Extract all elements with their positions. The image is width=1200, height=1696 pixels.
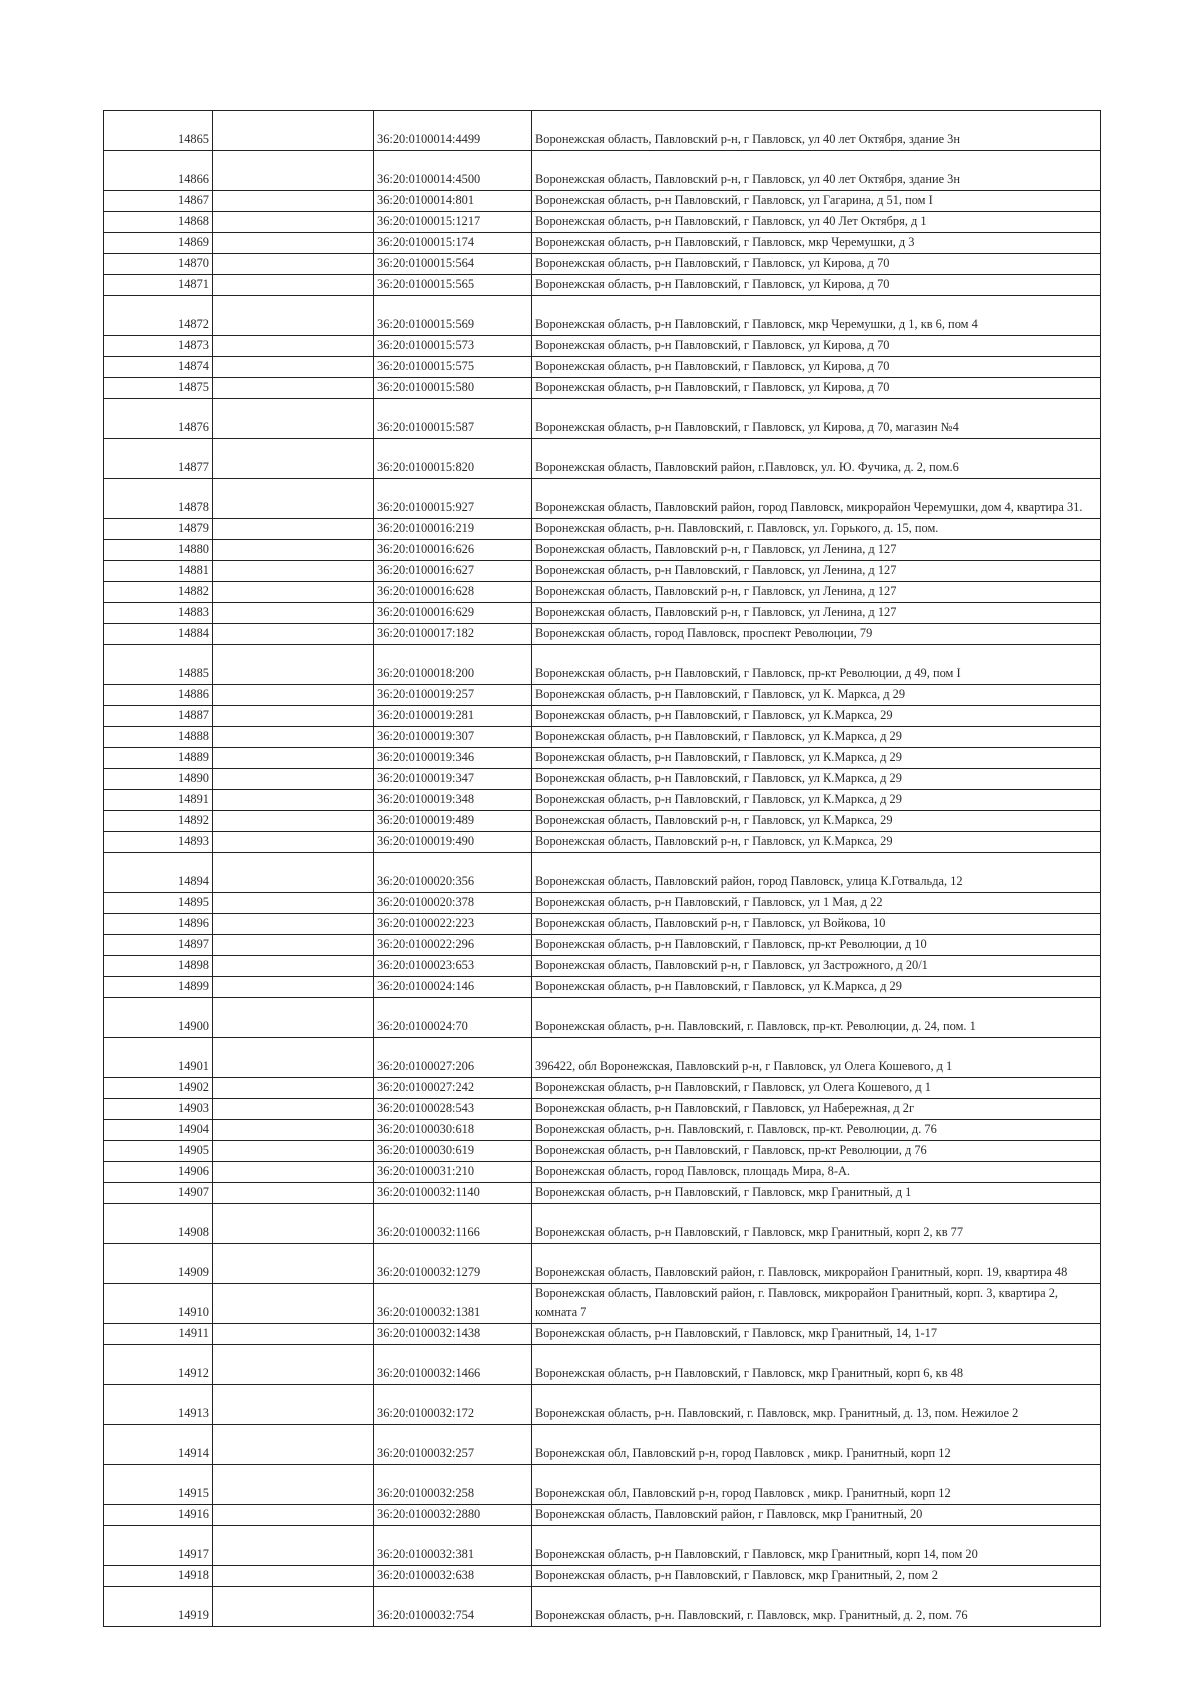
row-empty-cell (213, 914, 374, 935)
address-text: Воронежская область, р-н Павловский, г Павловск, пр-кт Революции, д 49, пом I (532, 645, 1101, 685)
row-empty-cell (213, 111, 374, 151)
table-row (104, 1526, 1101, 1566)
row-empty-cell (213, 1099, 374, 1120)
table-row (104, 1120, 1101, 1141)
cadastral-number: 36:20:0100032:1438 (374, 1324, 532, 1345)
table-row (104, 582, 1101, 603)
row-empty-cell (213, 212, 374, 233)
address-text: Воронежская область, р-н Павловский, г Павловск, мкр Гранитный, корп 14, пом 20 (532, 1526, 1101, 1566)
row-number: 14907 (104, 1183, 213, 1204)
table-row (104, 212, 1101, 233)
table-row (104, 1284, 1101, 1324)
address-text: Воронежская область, Павловский район, г. Павловск, микрорайон Гранитный, корп. 3, квартира 2, комната 7 (532, 1284, 1101, 1324)
row-empty-cell (213, 1425, 374, 1465)
row-number: 14898 (104, 956, 213, 977)
address-text: Воронежская обл, Павловский р-н, город Павловск , микр. Гранитный, корп 12 (532, 1425, 1101, 1465)
address-text: Воронежская область, р-н Павловский, г Павловск, ул Кирова, д 70 (532, 357, 1101, 378)
row-empty-cell (213, 645, 374, 685)
address-text: Воронежская область, р-н Павловский, г Павловск, пр-кт Революции, д 76 (532, 1141, 1101, 1162)
row-number: 14869 (104, 233, 213, 254)
table-row (104, 998, 1101, 1038)
table-row (104, 748, 1101, 769)
row-number: 14919 (104, 1587, 213, 1627)
cadastral-number: 36:20:0100019:347 (374, 769, 532, 790)
table-row (104, 233, 1101, 254)
cadastral-number: 36:20:0100019:490 (374, 832, 532, 853)
row-number: 14904 (104, 1120, 213, 1141)
row-number: 14878 (104, 479, 213, 519)
row-empty-cell (213, 811, 374, 832)
address-text: Воронежская область, р-н Павловский, г Павловск, ул К.Маркса, 29 (532, 706, 1101, 727)
row-empty-cell (213, 1120, 374, 1141)
table-row (104, 645, 1101, 685)
row-number: 14906 (104, 1162, 213, 1183)
cadastral-number: 36:20:0100015:565 (374, 275, 532, 296)
address-text: Воронежская область, р-н Павловский, г Павловск, ул К. Маркса, д 29 (532, 685, 1101, 706)
cadastral-number: 36:20:0100014:801 (374, 191, 532, 212)
row-empty-cell (213, 853, 374, 893)
row-number: 14890 (104, 769, 213, 790)
table-row (104, 357, 1101, 378)
table-row (104, 977, 1101, 998)
address-text: Воронежская область, р-н Павловский, г Павловск, ул К.Маркса, д 29 (532, 769, 1101, 790)
cadastral-number: 36:20:0100032:638 (374, 1566, 532, 1587)
cadastral-number: 36:20:0100020:378 (374, 893, 532, 914)
row-empty-cell (213, 1183, 374, 1204)
table-row (104, 519, 1101, 540)
row-number: 14881 (104, 561, 213, 582)
cadastral-number: 36:20:0100016:628 (374, 582, 532, 603)
registry-table (103, 110, 1101, 1627)
address-text: Воронежская область, р-н Павловский, г Павловск, ул Кирова, д 70 (532, 275, 1101, 296)
address-text: Воронежская область, р-н Павловский, г Павловск, ул К.Маркса, д 29 (532, 727, 1101, 748)
row-empty-cell (213, 357, 374, 378)
table-row (104, 706, 1101, 727)
address-text: Воронежская область, р-н Павловский, г Павловск, мкр Гранитный, 2, пом 2 (532, 1566, 1101, 1587)
cadastral-number: 36:20:0100032:1381 (374, 1284, 532, 1324)
table-row (104, 603, 1101, 624)
cadastral-number: 36:20:0100015:580 (374, 378, 532, 399)
row-empty-cell (213, 519, 374, 540)
address-text: Воронежская область, р-н Павловский, г Павловск, мкр Гранитный, д 1 (532, 1183, 1101, 1204)
address-text: Воронежская область, Павловский р-н, г Павловск, ул Ленина, д 127 (532, 582, 1101, 603)
row-number: 14865 (104, 111, 213, 151)
table-row (104, 399, 1101, 439)
row-empty-cell (213, 233, 374, 254)
row-number: 14916 (104, 1505, 213, 1526)
address-text: Воронежская область, Павловский р-н, г Павловск, ул 40 лет Октября, здание 3н (532, 151, 1101, 191)
row-number: 14911 (104, 1324, 213, 1345)
row-empty-cell (213, 1526, 374, 1566)
table-row (104, 769, 1101, 790)
address-text: Воронежская область, р-н Павловский, г Павловск, ул Ленина, д 127 (532, 561, 1101, 582)
row-number: 14867 (104, 191, 213, 212)
row-number: 14870 (104, 254, 213, 275)
table-row (104, 1204, 1101, 1244)
row-number: 14905 (104, 1141, 213, 1162)
table-row (104, 727, 1101, 748)
cadastral-number: 36:20:0100019:348 (374, 790, 532, 811)
cadastral-number: 36:20:0100024:70 (374, 998, 532, 1038)
row-empty-cell (213, 748, 374, 769)
table-row (104, 1385, 1101, 1425)
row-empty-cell (213, 540, 374, 561)
address-text: Воронежская область, р-н Павловский, г Павловск, пр-кт Революции, д 10 (532, 935, 1101, 956)
row-empty-cell (213, 935, 374, 956)
cadastral-number: 36:20:0100016:627 (374, 561, 532, 582)
row-empty-cell (213, 832, 374, 853)
row-empty-cell (213, 582, 374, 603)
cadastral-number: 36:20:0100015:575 (374, 357, 532, 378)
table-row (104, 914, 1101, 935)
address-text: Воронежская область, р-н. Павловский, г. Павловск, мкр. Гранитный, д. 13, пом. Нежилое 2 (532, 1385, 1101, 1425)
row-empty-cell (213, 1324, 374, 1345)
row-empty-cell (213, 561, 374, 582)
row-number: 14909 (104, 1244, 213, 1284)
address-text: Воронежская область, р-н Павловский, г Павловск, ул Кирова, д 70, магазин №4 (532, 399, 1101, 439)
row-number: 14883 (104, 603, 213, 624)
address-text: Воронежская область, Павловский р-н, г Павловск, ул Ленина, д 127 (532, 540, 1101, 561)
row-number: 14889 (104, 748, 213, 769)
row-number: 14913 (104, 1385, 213, 1425)
table-row (104, 1566, 1101, 1587)
address-text: Воронежская область, р-н Павловский, г Павловск, мкр Гранитный, корп 2, кв 77 (532, 1204, 1101, 1244)
address-text: Воронежская область, р-н. Павловский, г. Павловск, пр-кт. Революции, д. 76 (532, 1120, 1101, 1141)
row-empty-cell (213, 1385, 374, 1425)
row-number: 14874 (104, 357, 213, 378)
cadastral-number: 36:20:0100017:182 (374, 624, 532, 645)
row-number: 14893 (104, 832, 213, 853)
row-number: 14912 (104, 1345, 213, 1385)
row-number: 14888 (104, 727, 213, 748)
row-empty-cell (213, 1204, 374, 1244)
cadastral-number: 36:20:0100032:1279 (374, 1244, 532, 1284)
address-text: Воронежская область, Павловский р-н, г Павловск, ул Застрожного, д 20/1 (532, 956, 1101, 977)
address-text: Воронежская область, Павловский р-н, г Павловск, ул К.Маркса, 29 (532, 832, 1101, 853)
table-row (104, 1183, 1101, 1204)
row-empty-cell (213, 1078, 374, 1099)
row-empty-cell (213, 977, 374, 998)
row-empty-cell (213, 1038, 374, 1078)
cadastral-number: 36:20:0100015:564 (374, 254, 532, 275)
cadastral-number: 36:20:0100031:210 (374, 1162, 532, 1183)
address-text: Воронежская область, р-н. Павловский, г. Павловск, ул. Горького, д. 15, пом. (532, 519, 1101, 540)
row-empty-cell (213, 727, 374, 748)
address-text: Воронежская область, Павловский р-н, г Павловск, ул Ленина, д 127 (532, 603, 1101, 624)
cadastral-number: 36:20:0100015:569 (374, 296, 532, 336)
cadastral-number: 36:20:0100032:1140 (374, 1183, 532, 1204)
address-text: Воронежская область, р-н Павловский, г Павловск, ул Гагарина, д 51, пом I (532, 191, 1101, 212)
row-number: 14914 (104, 1425, 213, 1465)
cadastral-number: 36:20:0100015:927 (374, 479, 532, 519)
table-row (104, 439, 1101, 479)
row-empty-cell (213, 191, 374, 212)
cadastral-number: 36:20:0100032:1166 (374, 1204, 532, 1244)
address-text: Воронежская область, Павловский район, город Павловск, микрорайон Черемушки, дом 4, квартира 31. (532, 479, 1101, 519)
table-row (104, 1141, 1101, 1162)
table-row (104, 1465, 1101, 1505)
address-text: Воронежская область, р-н. Павловский, г. Павловск, пр-кт. Революции, д. 24, пом. 1 (532, 998, 1101, 1038)
cadastral-number: 36:20:0100014:4499 (374, 111, 532, 151)
address-text: Воронежская область, город Павловск, проспект Революции, 79 (532, 624, 1101, 645)
row-number: 14915 (104, 1465, 213, 1505)
table-row (104, 275, 1101, 296)
address-text: Воронежская область, Павловский район, г. Павловск, микрорайон Гранитный, корп. 19, квартира 48 (532, 1244, 1101, 1284)
cadastral-number: 36:20:0100027:206 (374, 1038, 532, 1078)
cadastral-number: 36:20:0100016:626 (374, 540, 532, 561)
row-empty-cell (213, 336, 374, 357)
row-empty-cell (213, 1244, 374, 1284)
row-empty-cell (213, 769, 374, 790)
row-empty-cell (213, 790, 374, 811)
table-row (104, 191, 1101, 212)
address-text: Воронежская обл, Павловский р-н, город Павловск , микр. Гранитный, корп 12 (532, 1465, 1101, 1505)
cadastral-number: 36:20:0100019:257 (374, 685, 532, 706)
row-number: 14896 (104, 914, 213, 935)
row-empty-cell (213, 378, 374, 399)
cadastral-number: 36:20:0100022:223 (374, 914, 532, 935)
cadastral-number: 36:20:0100016:219 (374, 519, 532, 540)
row-number: 14880 (104, 540, 213, 561)
cadastral-number: 36:20:0100016:629 (374, 603, 532, 624)
row-number: 14885 (104, 645, 213, 685)
cadastral-number: 36:20:0100015:174 (374, 233, 532, 254)
table-row (104, 1587, 1101, 1627)
address-text: Воронежская область, Павловский район, г Павловск, мкр Гранитный, 20 (532, 1505, 1101, 1526)
row-empty-cell (213, 1566, 374, 1587)
table-row (104, 254, 1101, 275)
row-number: 14876 (104, 399, 213, 439)
row-number: 14884 (104, 624, 213, 645)
cadastral-number: 36:20:0100030:618 (374, 1120, 532, 1141)
cadastral-number: 36:20:0100019:489 (374, 811, 532, 832)
row-number: 14900 (104, 998, 213, 1038)
row-number: 14868 (104, 212, 213, 233)
row-empty-cell (213, 254, 374, 275)
row-number: 14886 (104, 685, 213, 706)
row-number: 14873 (104, 336, 213, 357)
row-number: 14902 (104, 1078, 213, 1099)
cadastral-number: 36:20:0100027:242 (374, 1078, 532, 1099)
row-empty-cell (213, 685, 374, 706)
row-empty-cell (213, 1162, 374, 1183)
row-empty-cell (213, 1505, 374, 1526)
table-row (104, 1162, 1101, 1183)
address-text: Воронежская область, Павловский район, г.Павловск, ул. Ю. Фучика, д. 2, пом.6 (532, 439, 1101, 479)
row-number: 14866 (104, 151, 213, 191)
row-number: 14891 (104, 790, 213, 811)
address-text: Воронежская область, город Павловск, площадь Мира, 8-А. (532, 1162, 1101, 1183)
row-empty-cell (213, 1284, 374, 1324)
row-empty-cell (213, 1345, 374, 1385)
cadastral-number: 36:20:0100024:146 (374, 977, 532, 998)
cadastral-number: 36:20:0100032:257 (374, 1425, 532, 1465)
row-number: 14871 (104, 275, 213, 296)
address-text: Воронежская область, р-н Павловский, г Павловск, ул Кирова, д 70 (532, 254, 1101, 275)
row-empty-cell (213, 275, 374, 296)
table-row (104, 935, 1101, 956)
table-row (104, 893, 1101, 914)
table-row (104, 790, 1101, 811)
row-empty-cell (213, 1465, 374, 1505)
row-number: 14917 (104, 1526, 213, 1566)
table-row (104, 151, 1101, 191)
row-number: 14918 (104, 1566, 213, 1587)
row-number: 14899 (104, 977, 213, 998)
address-text: Воронежская область, Павловский р-н, г Павловск, ул 40 лет Октября, здание 3н (532, 111, 1101, 151)
row-empty-cell (213, 956, 374, 977)
address-text: Воронежская область, р-н Павловский, г Павловск, мкр Гранитный, 14, 1-17 (532, 1324, 1101, 1345)
address-text: Воронежская область, р-н Павловский, г Павловск, ул 40 Лет Октября, д 1 (532, 212, 1101, 233)
row-number: 14895 (104, 893, 213, 914)
table-row (104, 1324, 1101, 1345)
table-row (104, 853, 1101, 893)
cadastral-number: 36:20:0100032:381 (374, 1526, 532, 1566)
table-row (104, 1425, 1101, 1465)
row-number: 14879 (104, 519, 213, 540)
cadastral-number: 36:20:0100032:258 (374, 1465, 532, 1505)
cadastral-number: 36:20:0100032:1466 (374, 1345, 532, 1385)
cadastral-number: 36:20:0100015:587 (374, 399, 532, 439)
table-row (104, 1244, 1101, 1284)
table-row (104, 336, 1101, 357)
table-row (104, 1078, 1101, 1099)
table-row (104, 561, 1101, 582)
cadastral-number: 36:20:0100015:820 (374, 439, 532, 479)
row-number: 14892 (104, 811, 213, 832)
cadastral-number: 36:20:0100023:653 (374, 956, 532, 977)
address-text: 396422, обл Воронежская, Павловский р-н, г Павловск, ул Олега Кошевого, д 1 (532, 1038, 1101, 1078)
cadastral-number: 36:20:0100020:356 (374, 853, 532, 893)
address-text: Воронежская область, р-н Павловский, г Павловск, ул Кирова, д 70 (532, 378, 1101, 399)
address-text: Воронежская область, р-н Павловский, г Павловск, мкр Гранитный, корп 6, кв 48 (532, 1345, 1101, 1385)
address-text: Воронежская область, р-н Павловский, г Павловск, ул 1 Мая, д 22 (532, 893, 1101, 914)
address-text: Воронежская область, р-н Павловский, г Павловск, ул К.Маркса, д 29 (532, 748, 1101, 769)
row-number: 14901 (104, 1038, 213, 1078)
row-empty-cell (213, 998, 374, 1038)
address-text: Воронежская область, р-н Павловский, г Павловск, ул Кирова, д 70 (532, 336, 1101, 357)
address-text: Воронежская область, р-н Павловский, г Павловск, ул Олега Кошевого, д 1 (532, 1078, 1101, 1099)
table-row (104, 811, 1101, 832)
address-text: Воронежская область, Павловский р-н, г Павловск, ул Войкова, 10 (532, 914, 1101, 935)
row-empty-cell (213, 706, 374, 727)
address-text: Воронежская область, р-н Павловский, г Павловск, мкр Черемушки, д 3 (532, 233, 1101, 254)
row-empty-cell (213, 399, 374, 439)
row-empty-cell (213, 624, 374, 645)
row-number: 14882 (104, 582, 213, 603)
table-row (104, 1099, 1101, 1120)
cadastral-number: 36:20:0100014:4500 (374, 151, 532, 191)
cadastral-number: 36:20:0100018:200 (374, 645, 532, 685)
cadastral-number: 36:20:0100032:172 (374, 1385, 532, 1425)
row-number: 14908 (104, 1204, 213, 1244)
cadastral-number: 36:20:0100015:1217 (374, 212, 532, 233)
cadastral-number: 36:20:0100028:543 (374, 1099, 532, 1120)
table-row (104, 624, 1101, 645)
address-text: Воронежская область, р-н Павловский, г Павловск, ул К.Маркса, д 29 (532, 977, 1101, 998)
row-empty-cell (213, 1141, 374, 1162)
table-row (104, 1038, 1101, 1078)
row-number: 14894 (104, 853, 213, 893)
row-empty-cell (213, 151, 374, 191)
cadastral-number: 36:20:0100019:307 (374, 727, 532, 748)
address-text: Воронежская область, р-н Павловский, г Павловск, ул Набережная, д 2г (532, 1099, 1101, 1120)
row-empty-cell (213, 439, 374, 479)
row-number: 14887 (104, 706, 213, 727)
table-row (104, 685, 1101, 706)
row-empty-cell (213, 479, 374, 519)
row-number: 14875 (104, 378, 213, 399)
table-row (104, 111, 1101, 151)
row-empty-cell (213, 603, 374, 624)
table-row (104, 296, 1101, 336)
table-row (104, 1345, 1101, 1385)
cadastral-number: 36:20:0100030:619 (374, 1141, 532, 1162)
cadastral-number: 36:20:0100032:2880 (374, 1505, 532, 1526)
registry-table-body (104, 111, 1101, 1627)
table-row (104, 378, 1101, 399)
table-row (104, 540, 1101, 561)
address-text: Воронежская область, р-н Павловский, г Павловск, ул К.Маркса, д 29 (532, 790, 1101, 811)
address-text: Воронежская область, Павловский р-н, г Павловск, ул К.Маркса, 29 (532, 811, 1101, 832)
row-number: 14872 (104, 296, 213, 336)
cadastral-number: 36:20:0100032:754 (374, 1587, 532, 1627)
table-row (104, 956, 1101, 977)
row-empty-cell (213, 893, 374, 914)
row-number: 14910 (104, 1284, 213, 1324)
row-empty-cell (213, 296, 374, 336)
row-empty-cell (213, 1587, 374, 1627)
cadastral-number: 36:20:0100019:346 (374, 748, 532, 769)
cadastral-number: 36:20:0100022:296 (374, 935, 532, 956)
address-text: Воронежская область, р-н. Павловский, г. Павловск, мкр. Гранитный, д. 2, пом. 76 (532, 1587, 1101, 1627)
address-text: Воронежская область, р-н Павловский, г Павловск, мкр Черемушки, д 1, кв 6, пом 4 (532, 296, 1101, 336)
row-number: 14903 (104, 1099, 213, 1120)
row-number: 14877 (104, 439, 213, 479)
address-text: Воронежская область, Павловский район, город Павловск, улица К.Готвальда, 12 (532, 853, 1101, 893)
table-row (104, 832, 1101, 853)
row-number: 14897 (104, 935, 213, 956)
cadastral-number: 36:20:0100019:281 (374, 706, 532, 727)
table-row (104, 479, 1101, 519)
table-row (104, 1505, 1101, 1526)
cadastral-number: 36:20:0100015:573 (374, 336, 532, 357)
